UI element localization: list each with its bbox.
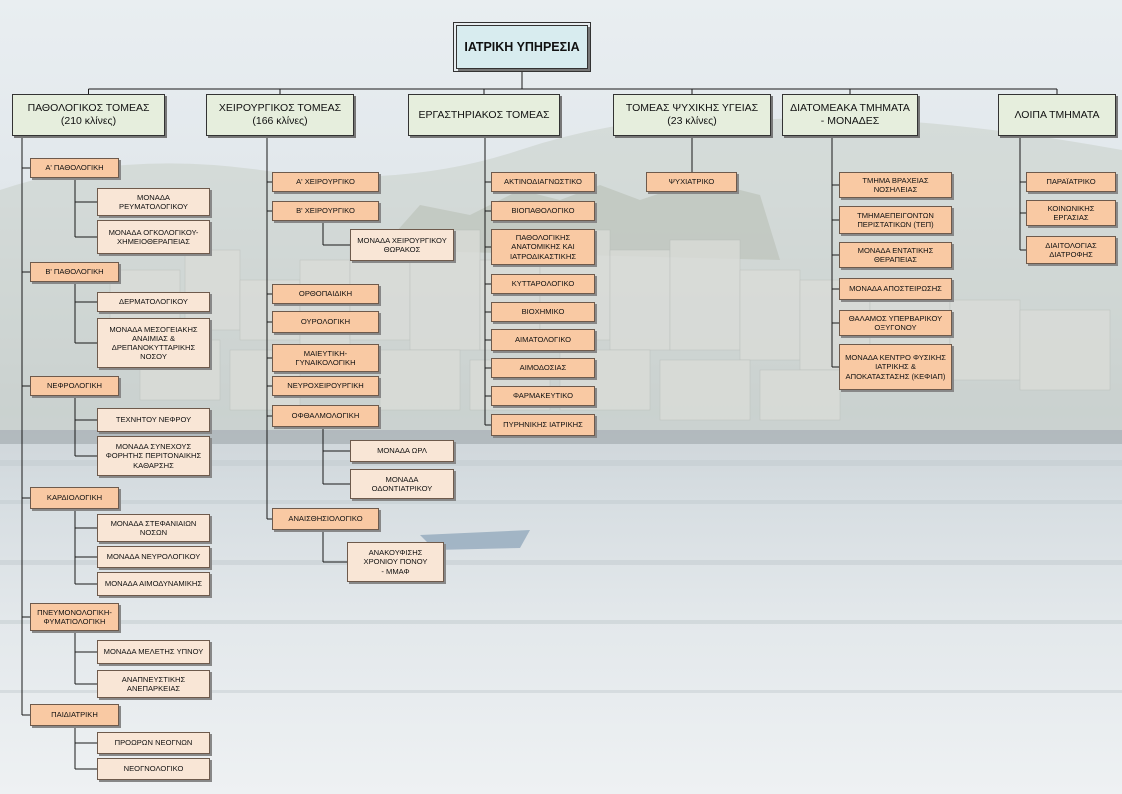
clinic-box: ΠΑΡΑΪΑΤΡΙΚΟ (1026, 172, 1116, 192)
clinic-box: ΚΟΙΝΩΝΙΚΗΣ ΕΡΓΑΣΙΑΣ (1026, 200, 1116, 226)
sector-box: ΧΕΙΡΟΥΡΓΙΚΟΣ ΤΟΜΕΑΣ (166 κλίνες) (206, 94, 354, 136)
clinic-box: ΚΑΡΔΙΟΛΟΓΙΚΗ (30, 487, 119, 509)
unit-box: ΜΟΝΑΔΑ ΣΥΝΕΧΟΥΣ ΦΟΡΗΤΗΣ ΠΕΡΙΤΟΝΑΙΚΗΣ ΚΑΘΑΡΣΗΣ (97, 436, 210, 476)
unit-box: ΜΟΝΑΔΑ ΣΤΕΦΑΝΙΑΙΩΝ ΝΟΣΩΝ (97, 514, 210, 542)
clinic-box: ΜΟΝΑΔΑ ΚΕΝΤΡΟ ΦΥΣΙΚΗΣ ΙΑΤΡΙΚΗΣ & ΑΠΟΚΑΤΑΣΤΑΣΗΣ (ΚΕΦΙΑΠ) (839, 344, 952, 390)
clinic-box: ΘΑΛΑΜΟΣ ΥΠΕΡΒΑΡΙΚΟΥ ΟΞΥΓΟΝΟΥ (839, 310, 952, 336)
clinic-box: Α' ΧΕΙΡΟΥΡΓΙΚΟ (272, 172, 379, 192)
unit-box: ΑΝΑΠΝΕΥΣΤΙΚΗΣ ΑΝΕΠΑΡΚΕΙΑΣ (97, 670, 210, 698)
clinic-box: ΑΚΤΙΝΟΔΙΑΓΝΩΣΤΙΚΟ (491, 172, 595, 192)
clinic-box: ΜΟΝΑΔΑ ΕΝΤΑΤΙΚΗΣ ΘΕΡΑΠΕΙΑΣ (839, 242, 952, 268)
unit-box: ΜΟΝΑΔΑ ΩΡΛ (350, 440, 454, 462)
clinic-box: ΚΥΤΤΑΡΟΛΟΓΙΚΟ (491, 274, 595, 294)
unit-box: ΜΟΝΑΔΑ ΟΓΚΟΛΟΓΙΚΟΥ- ΧΗΜΕΙΟΘΕΡΑΠΕΙΑΣ (97, 220, 210, 254)
clinic-box: ΤΜΗΜΑ ΒΡΑΧΕΙΑΣ ΝΟΣΗΛΕΙΑΣ (839, 172, 952, 198)
clinic-box: ΜΑΙΕΥΤΙΚΗ- ΓΥΝΑΙΚΟΛΟΓΙΚΗ (272, 344, 379, 372)
clinic-box: ΨΥΧΙΑΤΡΙΚΟ (646, 172, 737, 192)
clinic-box: ΝΕΥΡΟΧΕΙΡΟΥΡΓΙΚΗ (272, 376, 379, 396)
clinic-box: ΟΦΘΑΛΜΟΛΟΓΙΚΗ (272, 405, 379, 427)
unit-box: ΜΟΝΑΔΑ ΜΕΣΟΓΕΙΑΚΗΣ ΑΝΑΙΜΙΑΣ & ΔΡΕΠΑΝΟΚΥΤΤΑΡΙΚΗΣ ΝΟΣΟΥ (97, 318, 210, 368)
sector-box: ΛΟΙΠΑ ΤΜΗΜΑΤΑ (998, 94, 1116, 136)
unit-box: ΤΕΧΝΗΤΟΥ ΝΕΦΡΟΥ (97, 408, 210, 432)
unit-box: ΜΟΝΑΔΑ ΜΕΛΕΤΗΣ ΥΠΝΟΥ (97, 640, 210, 664)
sector-box: ΤΟΜΕΑΣ ΨΥΧΙΚΗΣ ΥΓΕΙΑΣ (23 κλίνες) (613, 94, 771, 136)
clinic-box: ΠΑΙΔΙΑΤΡΙΚΗ (30, 704, 119, 726)
sector-box: ΔΙΑΤΟΜΕΑΚΑ ΤΜΗΜΑΤΑ - ΜΟΝΑΔΕΣ (782, 94, 918, 136)
clinic-box: ΔΙΑΙΤΟΛΟΓΙΑΣ ΔΙΑΤΡΟΦΗΣ (1026, 236, 1116, 264)
clinic-box: ΜΟΝΑΔΑ ΑΠΟΣΤΕΙΡΩΣΗΣ (839, 278, 952, 300)
clinic-box: ΠΝΕΥΜΟΝΟΛΟΓΙΚΗ- ΦΥΜΑΤΙΟΛΟΓΙΚΗ (30, 603, 119, 631)
unit-box: ΔΕΡΜΑΤΟΛΟΓΙΚΟΥ (97, 292, 210, 312)
unit-box: ΜΟΝΑΔΑ ΟΔΟΝΤΙΑΤΡΙΚΟΥ (350, 469, 454, 499)
unit-box: ΜΟΝΑΔΑ ΝΕΥΡΟΛΟΓΙΚΟΥ (97, 546, 210, 568)
clinic-box: ΠΥΡΗΝΙΚΗΣ ΙΑΤΡΙΚΗΣ (491, 414, 595, 436)
clinic-box: Β' ΧΕΙΡΟΥΡΓΙΚΟ (272, 201, 379, 221)
clinic-box: ΑΝΑΙΣΘΗΣΙΟΛΟΓΙΚΟ (272, 508, 379, 530)
clinic-box: ΑΙΜΑΤΟΛΟΓΙΚΟ (491, 329, 595, 351)
sector-box: ΠΑΘΟΛΟΓΙΚΟΣ ΤΟΜΕΑΣ (210 κλίνες) (12, 94, 165, 136)
unit-box: ΝΕΟΓΝΟΛΟΓΙΚΟ (97, 758, 210, 780)
clinic-box: ΑΙΜΟΔΟΣΙΑΣ (491, 358, 595, 378)
clinic-box: ΒΙΟΠΑΘΟΛΟΓΙΚΟ (491, 201, 595, 221)
clinic-box: ΠΑΘΟΛΟΓΙΚΗΣ ΑΝΑΤΟΜΙΚΗΣ ΚΑΙ ΙΑΤΡΟΔΙΚΑΣΤΙΚΗΣ (491, 229, 595, 265)
sector-box: ΕΡΓΑΣΤΗΡΙΑΚΟΣ ΤΟΜΕΑΣ (408, 94, 560, 136)
root-node: ΙΑΤΡΙΚΗ ΥΠΗΡΕΣΙΑ (456, 25, 588, 69)
clinic-box: ΟΥΡΟΛΟΓΙΚΗ (272, 311, 379, 333)
unit-box: ΠΡΟΩΡΩΝ ΝΕΟΓΝΩΝ (97, 732, 210, 754)
unit-box: ΜΟΝΑΔΑ ΑΙΜΟΔΥΝΑΜΙΚΗΣ (97, 572, 210, 596)
clinic-box: ΤΜΗΜΑΕΠΕΙΓΟΝΤΩΝ ΠΕΡΙΣΤΑΤΙΚΩΝ (ΤΕΠ) (839, 206, 952, 234)
clinic-box: ΦΑΡΜΑΚΕΥΤΙΚΟ (491, 386, 595, 406)
unit-box: ΜΟΝΑΔΑ ΡΕΥΜΑΤΟΛΟΓΙΚΟΥ (97, 188, 210, 216)
clinic-box: ΝΕΦΡΟΛΟΓΙΚΗ (30, 376, 119, 396)
clinic-box: Α' ΠΑΘΟΛΟΓΙΚΗ (30, 158, 119, 178)
clinic-box: Β' ΠΑΘΟΛΟΓΙΚΗ (30, 262, 119, 282)
clinic-box: ΒΙΟΧΗΜΙΚΟ (491, 302, 595, 322)
unit-box: ΑΝΑΚΟΥΦΙΣΗΣ ΧΡΟΝΙΟΥ ΠΟΝΟΥ - ΜΜΑΦ (347, 542, 444, 582)
clinic-box: ΟΡΘΟΠΑΙΔΙΚΗ (272, 284, 379, 304)
unit-box: ΜΟΝΑΔΑ ΧΕΙΡΟΥΡΓΙΚΟΥ ΘΩΡΑΚΟΣ (350, 229, 454, 261)
